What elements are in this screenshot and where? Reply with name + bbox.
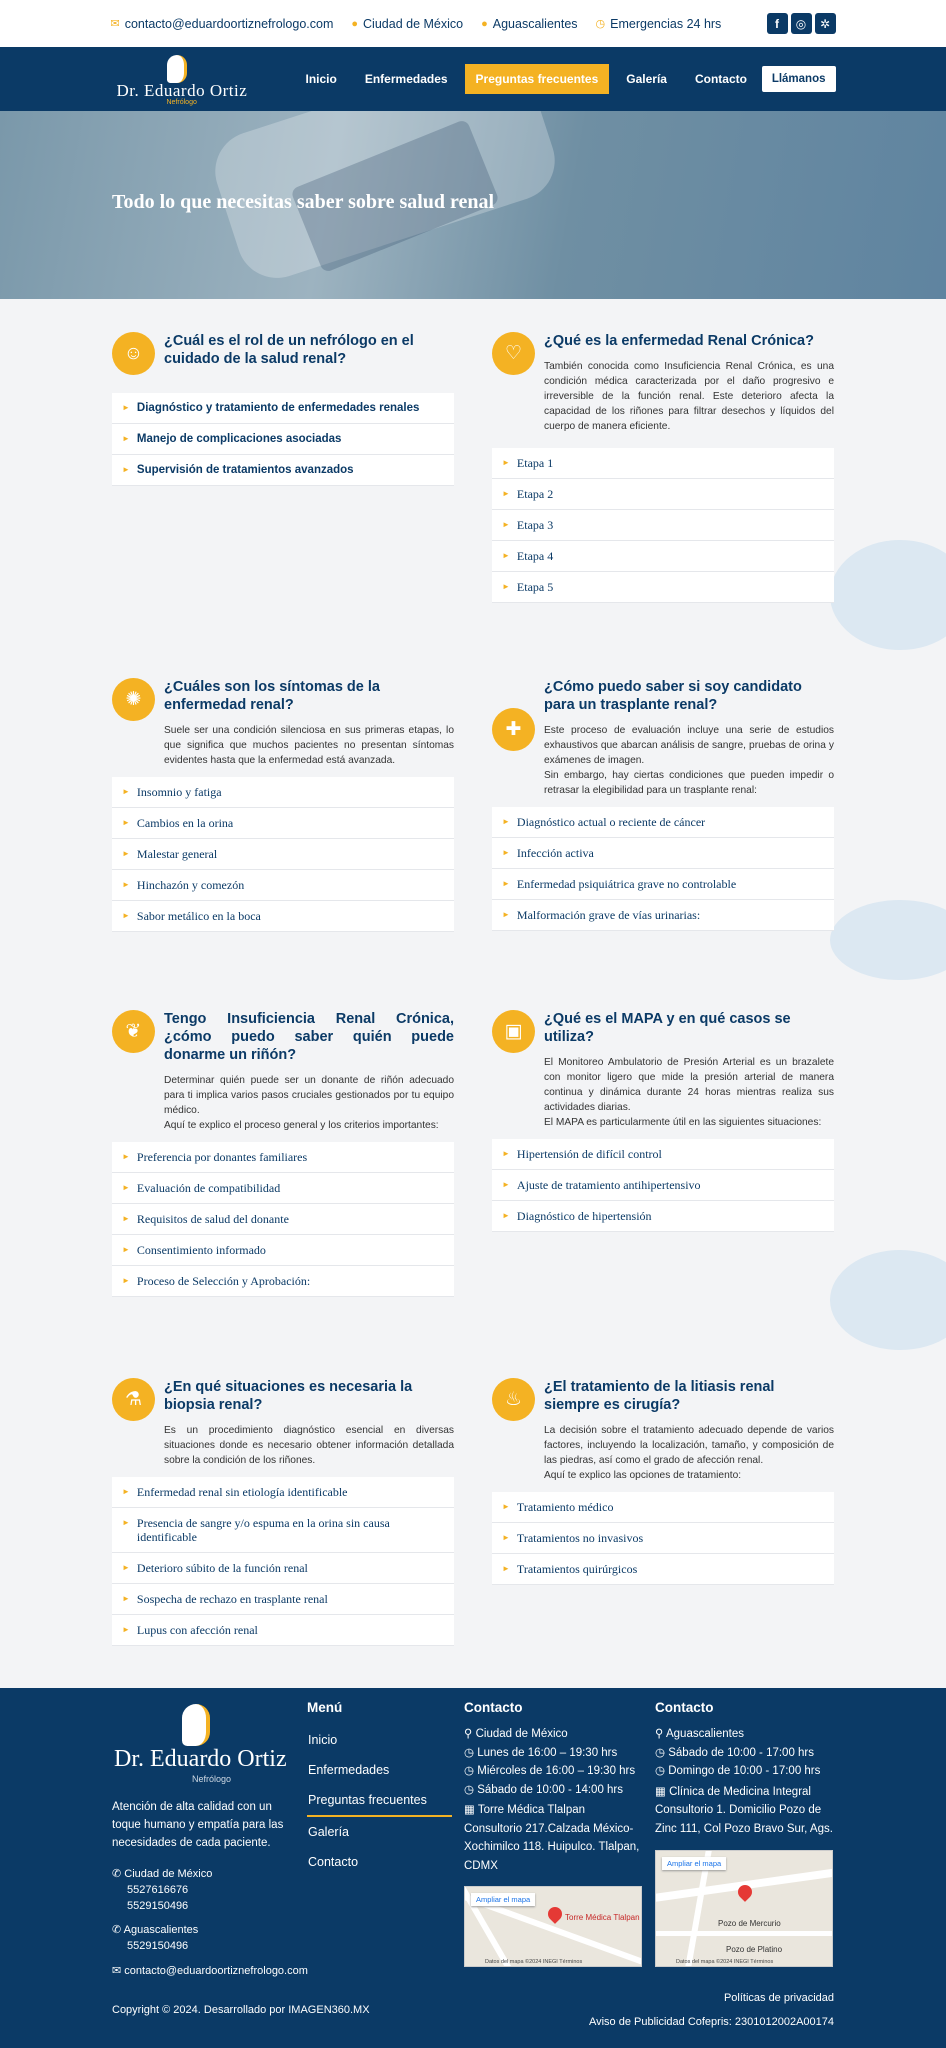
map-expand-link[interactable]: Ampliar el mapa: [662, 1857, 726, 1870]
list-item[interactable]: [492, 572, 834, 603]
chevron-right-icon: ►: [122, 1518, 130, 1527]
chevron-right-icon: ►: [502, 489, 510, 498]
location-ags-text: Aguascalientes: [492, 16, 578, 31]
footer-cdmx-label: Ciudad de México: [124, 1868, 213, 1880]
faq-answer: También conocida como Insuficiencia Renal Crónica, es una condición médica caracterizada por el daño progresivo e irreversible de la función renal. Este deterioro afecta la capacidad de los riñones para filtrar desechos y líquidos del cuerpo de manera eficiente.: [544, 361, 834, 432]
footer-ags-phones: [112, 1922, 292, 1954]
list-item-label: Hipertensión de difícil control: [516, 1147, 662, 1161]
building-icon: ▦: [655, 1785, 670, 1798]
faq-card: [492, 1378, 834, 1646]
list-item[interactable]: [492, 1170, 834, 1201]
map-pin-icon: [545, 1904, 565, 1924]
top-bar: [0, 0, 946, 47]
footer-link-galeria[interactable]: Galería: [308, 1825, 349, 1839]
chevron-right-icon: ►: [122, 1152, 130, 1161]
list-item[interactable]: [492, 1492, 834, 1523]
list-item[interactable]: [492, 807, 834, 838]
faq-question: ¿Cómo puedo saber si soy candidato para un trasplante renal?: [544, 679, 802, 713]
envelope-icon: ✉: [112, 1965, 125, 1977]
list-item-label: Tratamientos quirúrgicos: [516, 1562, 638, 1576]
faq-card: [112, 1378, 454, 1646]
donor-icon: ❦: [112, 1010, 155, 1053]
map-expand-link[interactable]: Ampliar el mapa: [471, 1893, 535, 1906]
list-item[interactable]: [112, 1173, 454, 1204]
footer-hours: Domingo de 10:00 - 17:00 hrs: [668, 1765, 821, 1777]
logo-name: Dr. Eduardo Ortiz: [116, 81, 248, 100]
chevron-right-icon: ►: [122, 880, 130, 889]
chevron-right-icon: ►: [502, 458, 510, 467]
list-item[interactable]: [112, 455, 454, 486]
site-logo[interactable]: [111, 51, 263, 107]
clock-icon: ◷: [595, 18, 606, 30]
chevron-right-icon: ►: [122, 787, 130, 796]
footer-email-text: contacto@eduardoortiznefrologo.com: [124, 1965, 308, 1977]
list-item-label: Ajuste de tratamiento antihipertensivo: [516, 1178, 701, 1192]
nav-contacto[interactable]: Contacto: [694, 72, 747, 86]
faq-question: ¿En qué situaciones es necesaria la biopsia renal?: [164, 1379, 413, 1413]
footer-link-contacto[interactable]: Contacto: [308, 1855, 359, 1869]
chevron-right-icon: ►: [122, 1276, 130, 1285]
list-item[interactable]: [492, 1554, 834, 1585]
emergency-info: [596, 17, 722, 31]
kidney-stone-icon: ♨: [492, 1378, 535, 1421]
list-item-label: Supervisión de tratamientos avanzados: [136, 464, 354, 476]
faq-answer: Es un procedimiento diagnóstico esencial en diversas situaciones donde es necesario obtener información detallada sobre la condición de los riñones.: [164, 1425, 454, 1466]
footer-logo-sub: Nefrólogo: [192, 1774, 232, 1784]
chevron-right-icon: ►: [122, 849, 130, 858]
instagram-icon[interactable]: ◎: [791, 13, 812, 34]
list-item-label: Consentimiento informado: [136, 1243, 266, 1257]
faq-answer: Este proceso de evaluación incluye una serie de estudios exhaustivos que abarcan análisis de sangre, pruebas de orina y exámenes de imagen. Sin embargo, hay ciertas condiciones que pueden impedir o retrasar la elegibilidad para un trasplante renal:: [544, 725, 834, 796]
map-ags[interactable]: [655, 1850, 833, 1967]
bg-decoration: [830, 540, 946, 650]
faq-card: [492, 678, 834, 932]
faq-question: Tengo Insuficiencia Renal Crónica, ¿cómo puedo saber quién puede donarme un riñón?: [164, 1011, 454, 1063]
footer-link-inicio[interactable]: Inicio: [308, 1733, 338, 1747]
call-button[interactable]: Llámanos: [762, 66, 836, 92]
chevron-right-icon: ►: [502, 1211, 510, 1220]
map-attribution: Datos del mapa ©2024 INEGI Términos: [676, 1959, 774, 1965]
biopsy-icon: ⚗: [112, 1378, 155, 1421]
list-item[interactable]: [112, 1584, 454, 1615]
list-item[interactable]: [112, 424, 454, 455]
list-item[interactable]: [492, 1523, 834, 1554]
phone-icon: ✆: [112, 1924, 124, 1936]
chevron-right-icon: ►: [122, 1245, 130, 1254]
list-item[interactable]: [112, 870, 454, 901]
faq-question: ¿El tratamiento de la litiasis renal siempre es cirugía?: [544, 1379, 775, 1413]
list-item-label: Infección activa: [516, 846, 594, 860]
faq-row-4: [112, 1378, 834, 1646]
clock-icon: ◷: [655, 1746, 669, 1759]
list-item-label: Diagnóstico actual o reciente de cáncer: [516, 815, 706, 829]
list-item-label: Diagnóstico y tratamiento de enfermedades renales: [136, 402, 420, 414]
map-place-label: Pozo de Mercurio: [718, 1919, 781, 1928]
faq-answer: La decisión sobre el tratamiento adecuado depende de varios factores, incluyendo la localización, tamaño, y composición de las piedras, así como el grado de afección renal. Aquí te explico las opciones de tratamiento:: [544, 1425, 834, 1481]
footer-hours: Lunes de 16:00 – 19:30 hrs: [477, 1746, 618, 1759]
footer-email[interactable]: [112, 1962, 308, 1981]
phone-number[interactable]: 5529150496: [127, 1940, 189, 1952]
faq-question: ¿Qué es la enfermedad Renal Crónica?: [544, 333, 814, 349]
chevron-right-icon: ►: [122, 818, 130, 827]
list-item-label: Malformación grave de vías urinarias:: [516, 908, 701, 922]
kidney-logo-icon: [182, 1704, 210, 1746]
email-text: contacto@eduardoortiznefrologo.com: [124, 16, 334, 31]
emergency-text: Emergencias 24 hrs: [610, 16, 722, 31]
chevron-right-icon: ►: [122, 1625, 130, 1634]
list-item[interactable]: [112, 1477, 454, 1508]
cofepris-notice: Aviso de Publicidad Cofepris: 2301012002A00174: [588, 2016, 834, 2028]
bg-decoration: [830, 1250, 946, 1350]
footer-menu-title: Menú: [307, 1700, 343, 1715]
list-item-label: Sabor metálico en la boca: [136, 909, 261, 923]
nav-galeria[interactable]: Galería: [626, 72, 667, 86]
list-item[interactable]: [112, 839, 454, 870]
faq-answer: Determinar quién puede ser un donante de riñón adecuado para ti implica varios pasos cruciales gestionados por tu equipo médico. Aquí te explico el proceso general y los criterios importantes:: [164, 1075, 454, 1131]
list-item-label: Diagnóstico de hipertensión: [516, 1209, 652, 1223]
footer-menu: [307, 1700, 452, 1877]
chevron-right-icon: ►: [122, 1183, 130, 1192]
list-item[interactable]: [112, 1508, 454, 1553]
chevron-right-icon: ►: [502, 1502, 510, 1511]
map-pin-icon: ⚲: [655, 1728, 666, 1740]
faq-row-1: [112, 332, 834, 603]
envelope-icon: ✉: [110, 18, 120, 30]
map-road: [655, 1931, 833, 1936]
list-item[interactable]: [492, 510, 834, 541]
faq-row-3: [112, 1010, 834, 1297]
chevron-right-icon: ►: [502, 1180, 510, 1189]
list-item-label: Etapa 4: [516, 549, 554, 563]
phone-number[interactable]: 5529150496: [127, 1900, 189, 1912]
list-item-label: Presencia de sangre y/o espuma en la orina sin causa identificable: [136, 1516, 390, 1544]
chevron-right-icon: ►: [122, 1487, 130, 1496]
list-item-label: Manejo de complicaciones asociadas: [136, 433, 342, 445]
list-item[interactable]: [492, 838, 834, 869]
map-place-label: Torre Médica Tlalpan: [565, 1913, 640, 1922]
chevron-right-icon: ►: [502, 817, 510, 826]
footer-link-enfermedades[interactable]: Enfermedades: [308, 1763, 390, 1777]
faq-card: [492, 1010, 834, 1297]
footer-clinic: Clínica de Medicina Integral: [669, 1785, 811, 1798]
chevron-right-icon: ►: [502, 1564, 510, 1573]
chevron-right-icon: ►: [122, 1214, 130, 1223]
list-item-label: Etapa 3: [516, 518, 554, 532]
faq-question: ¿Cuál es el rol de un nefrólogo en el cuidado de la salud renal?: [164, 333, 414, 367]
clock-icon: ◷: [655, 1765, 669, 1777]
list-item-label: Etapa 5: [516, 580, 554, 594]
list-item[interactable]: [112, 901, 454, 932]
kidney-logo-icon: [167, 55, 187, 83]
list-item[interactable]: [112, 808, 454, 839]
footer-address: Consultorio 1. Domicilio Pozo de Zinc 111, Col Pozo Bravo Sur, Ags.: [655, 1804, 833, 1835]
list-item-label: Preferencia por donantes familiares: [136, 1150, 308, 1164]
transplant-icon: ✚: [492, 708, 535, 751]
list-item[interactable]: [492, 448, 834, 479]
location-cdmx: [351, 17, 463, 31]
map-attribution: Datos del mapa ©2024 INEGI Términos: [485, 1959, 583, 1965]
footer-address: Torre Médica Tlalpan Consultorio 217.Calzada México-Xochimilco 118. Huipulco. Tlalpan, CDMX: [464, 1804, 640, 1872]
list-item[interactable]: [112, 1204, 454, 1235]
list-item[interactable]: [112, 1142, 454, 1173]
list-item[interactable]: [492, 869, 834, 900]
list-item[interactable]: [112, 1266, 454, 1297]
bg-decoration: [830, 900, 946, 980]
list-item[interactable]: [112, 1235, 454, 1266]
footer-about: Atención de alta calidad con un toque humano y empatía para las necesidades de cada paciente.: [112, 1801, 284, 1849]
faq-card: [112, 1010, 454, 1297]
list-item-label: Etapa 2: [516, 487, 554, 501]
faq-card: [112, 332, 454, 603]
doctoralia-icon[interactable]: ✲: [815, 13, 836, 34]
nav-preguntas-frecuentes[interactable]: Preguntas frecuentes: [465, 64, 610, 94]
location-cdmx-text: Ciudad de México: [363, 16, 464, 31]
list-item-label: Requisitos de salud del donante: [136, 1212, 289, 1226]
footer-brand: [112, 1702, 308, 1981]
faq-question: ¿Qué es el MAPA y en qué casos se utiliza?: [544, 1011, 791, 1045]
chevron-right-icon: ►: [502, 910, 510, 919]
list-item-label: Deterioro súbito de la función renal: [136, 1561, 308, 1575]
hero-banner: [0, 111, 946, 299]
mapa-device-icon: ▣: [492, 1010, 535, 1053]
list-item[interactable]: [112, 1553, 454, 1584]
footer-contact-ags: [655, 1700, 835, 1838]
chevron-right-icon: ►: [502, 1149, 510, 1158]
chevron-right-icon: ►: [122, 1563, 130, 1572]
chevron-right-icon: ►: [122, 1594, 130, 1603]
faq-card: [112, 678, 454, 932]
faq-answer: Suele ser una condición silenciosa en sus primeras etapas, lo que significa que muchos pacientes no presentan síntomas evidentes hasta que la enfermedad está avanzada.: [164, 725, 454, 766]
footer-city: Aguascalientes: [665, 1728, 744, 1740]
chevron-right-icon: ►: [122, 911, 130, 920]
kidney-head-icon: ♡: [492, 332, 535, 375]
map-cdmx[interactable]: [464, 1886, 642, 1967]
list-item-label: Tratamientos no invasivos: [516, 1531, 644, 1545]
chevron-right-icon: ►: [502, 879, 510, 888]
list-item-label: Insomnio y fatiga: [136, 785, 222, 799]
footer-contact-cdmx: [464, 1700, 644, 1875]
list-item-label: Proceso de Selección y Aprobación:: [136, 1274, 311, 1288]
map-place-label: Pozo de Platino: [726, 1945, 783, 1954]
chevron-right-icon: ►: [502, 520, 510, 529]
map-pin-icon: ●: [351, 17, 359, 30]
clock-icon: ◷: [464, 1783, 478, 1796]
chevron-right-icon: ►: [122, 434, 130, 443]
map-pin-icon: ●: [481, 17, 488, 30]
list-item[interactable]: [112, 777, 454, 808]
footer-link-preguntas[interactable]: Preguntas frecuentes: [307, 1785, 452, 1817]
list-item-label: Evaluación de compatibilidad: [136, 1181, 281, 1195]
clock-icon: ◷: [464, 1765, 478, 1777]
faq-question: ¿Cuáles son los síntomas de la enfermedad renal?: [164, 679, 380, 713]
footer-logo[interactable]: [112, 1702, 292, 1792]
chevron-right-icon: ►: [122, 465, 130, 474]
list-item[interactable]: [492, 541, 834, 572]
map-pin-icon: ⚲: [464, 1728, 476, 1740]
nephrologist-icon: ☺: [112, 332, 155, 375]
chevron-right-icon: ►: [502, 1533, 510, 1542]
logo-subtitle: Nefrólogo: [166, 99, 197, 106]
list-item-label: Hinchazón y comezón: [136, 878, 245, 892]
footer-logo-name: Dr. Eduardo Ortiz: [114, 1746, 287, 1772]
list-item[interactable]: [492, 1139, 834, 1170]
nav-inicio[interactable]: Inicio: [305, 72, 337, 86]
list-item-label: Etapa 1: [516, 456, 554, 470]
footer-contact-title: Contacto: [464, 1700, 523, 1715]
clock-icon: ◷: [464, 1746, 478, 1759]
phone-number[interactable]: 5527616676: [127, 1884, 189, 1896]
footer-cdmx-phones: [112, 1866, 292, 1914]
footer-contact-title: Contacto: [655, 1700, 714, 1715]
list-item-label: Enfermedad renal sin etiología identificable: [136, 1485, 348, 1499]
facebook-icon[interactable]: f: [767, 13, 788, 34]
list-item[interactable]: [112, 393, 454, 424]
phone-icon: ✆: [112, 1868, 125, 1880]
list-item-label: Tratamiento médico: [516, 1500, 614, 1514]
faq-row-2: [112, 678, 834, 932]
chevron-right-icon: ►: [502, 582, 510, 591]
list-item[interactable]: [492, 1201, 834, 1232]
list-item-label: Malestar general: [136, 847, 218, 861]
list-item-label: Sospecha de rechazo en trasplante renal: [136, 1592, 328, 1606]
nav-enfermedades[interactable]: Enfermedades: [364, 72, 448, 86]
footer-ags-label: Aguascalientes: [123, 1924, 199, 1936]
location-ags: [481, 17, 577, 31]
social-links: [767, 13, 836, 34]
hero-title: Todo lo que necesitas saber sobre salud renal: [112, 191, 495, 213]
list-item-label: Lupus con afección renal: [136, 1623, 258, 1637]
faq-card: [492, 332, 834, 603]
list-item[interactable]: [492, 479, 834, 510]
list-item[interactable]: [492, 900, 834, 931]
footer-hours: Sábado de 10:00 - 17:00 hrs: [668, 1746, 815, 1759]
site-footer: [0, 1688, 946, 2048]
list-item-label: Cambios en la orina: [136, 816, 234, 830]
copyright: Copyright © 2024. Desarrollado por IMAGEN360.MX: [112, 2004, 370, 2016]
footer-city: Ciudad de México: [475, 1728, 568, 1740]
chevron-right-icon: ►: [502, 551, 510, 560]
nav-menu: [295, 64, 758, 94]
footer-hours: Miércoles de 16:00 – 19:30 hrs: [477, 1765, 636, 1777]
main-navigation: [0, 47, 946, 111]
list-item-label: Enfermedad psiquiátrica grave no controlable: [516, 877, 737, 891]
list-item[interactable]: [112, 1615, 454, 1646]
building-icon: ▦: [464, 1804, 478, 1816]
chevron-right-icon: ►: [122, 403, 130, 412]
faq-answer: El Monitoreo Ambulatorio de Presión Arterial es un brazalete con monitor ligero que mide la presión arterial de manera continua y dinámica durante 24 horas mientras realiza sus actividades diarias. El MAPA es particularmente útil en las siguientes situaciones:: [544, 1057, 834, 1128]
footer-hours: Sábado de 10:00 - 14:00 hrs: [477, 1783, 624, 1796]
chevron-right-icon: ►: [502, 848, 510, 857]
email-link[interactable]: [111, 17, 334, 31]
symptoms-icon: ✺: [112, 678, 155, 721]
privacy-link[interactable]: Políticas de privacidad: [723, 1992, 834, 2004]
